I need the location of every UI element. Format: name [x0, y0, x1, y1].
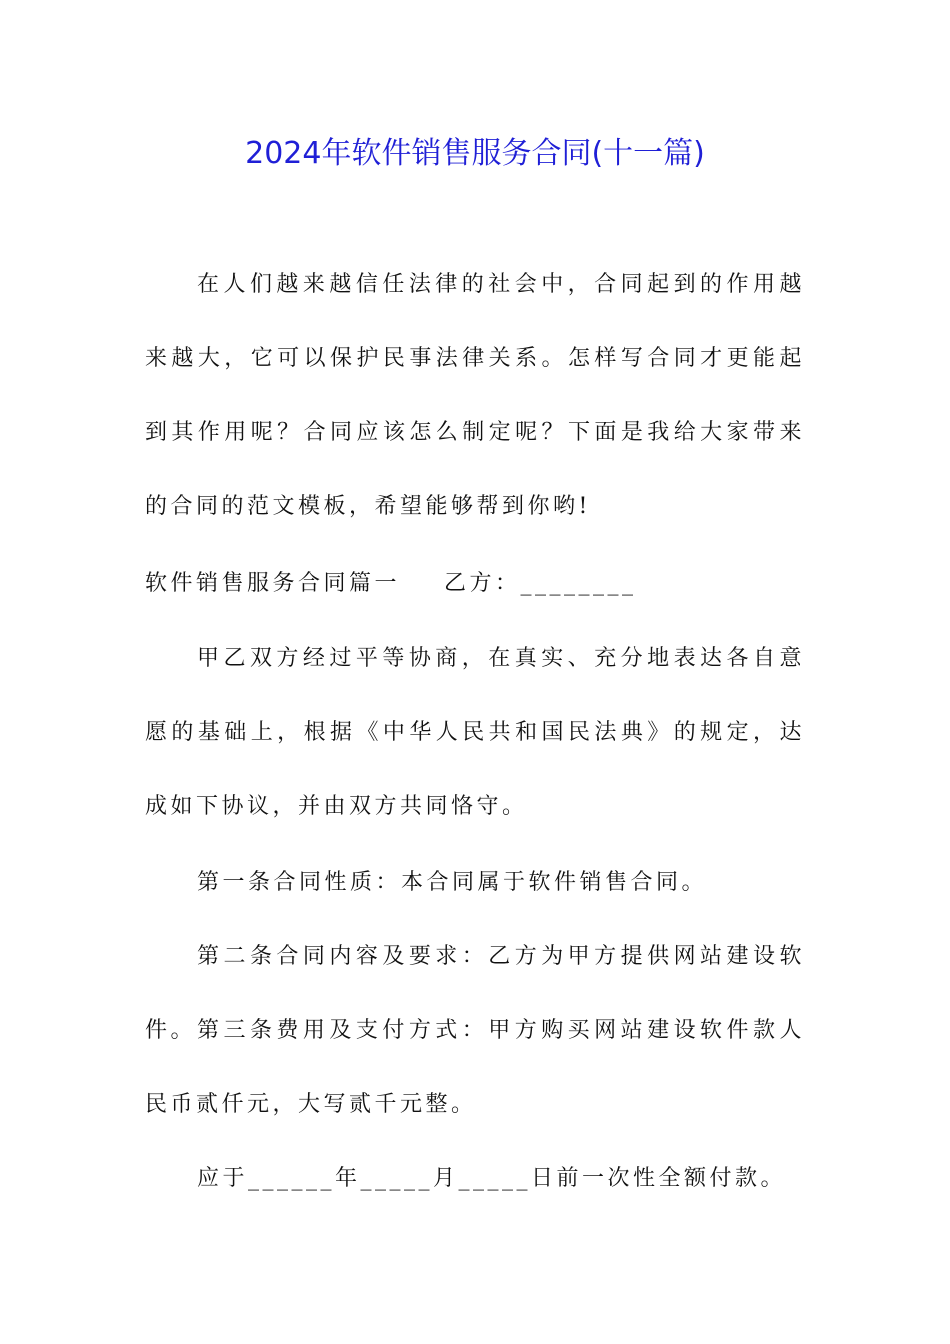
party-b-blank: ________ — [520, 571, 637, 596]
document-title: 2024年软件销售服务合同(十一篇) — [245, 136, 705, 171]
article-1: 第一条合同性质：本合同属于软件销售合同。 — [197, 870, 708, 895]
article-2: 第二条合同内容及要求：乙方为甲方提供网站建设软件。 — [145, 944, 805, 1043]
payment-line: 应于______年_____月_____日前一次性全额付款。 — [197, 1166, 787, 1191]
article-3: 第三条费用及支付方式：甲方购买网站建设软件款人民币贰仟元，大写贰千元整。 — [145, 1018, 805, 1117]
section-heading-row — [145, 564, 805, 604]
agreement-paragraph: 甲乙双方经过平等协商，在真实、充分地表达各自意愿的基础上，根据《中华人民共和国民法典》的规定，达成如下协议，并由双方共同恪守。 — [145, 646, 805, 819]
section-heading: 软件销售服务合同篇一 — [145, 571, 401, 596]
party-b-label: 乙方： — [444, 571, 521, 596]
intro-paragraph: 在人们越来越信任法律的社会中，合同起到的作用越来越大，它可以保护民事法律关系。怎样写合同才更能起到其作用呢？合同应该怎么制定呢？下面是我给大家带来的合同的范文模板，希望能够帮到你哟! — [145, 272, 805, 519]
